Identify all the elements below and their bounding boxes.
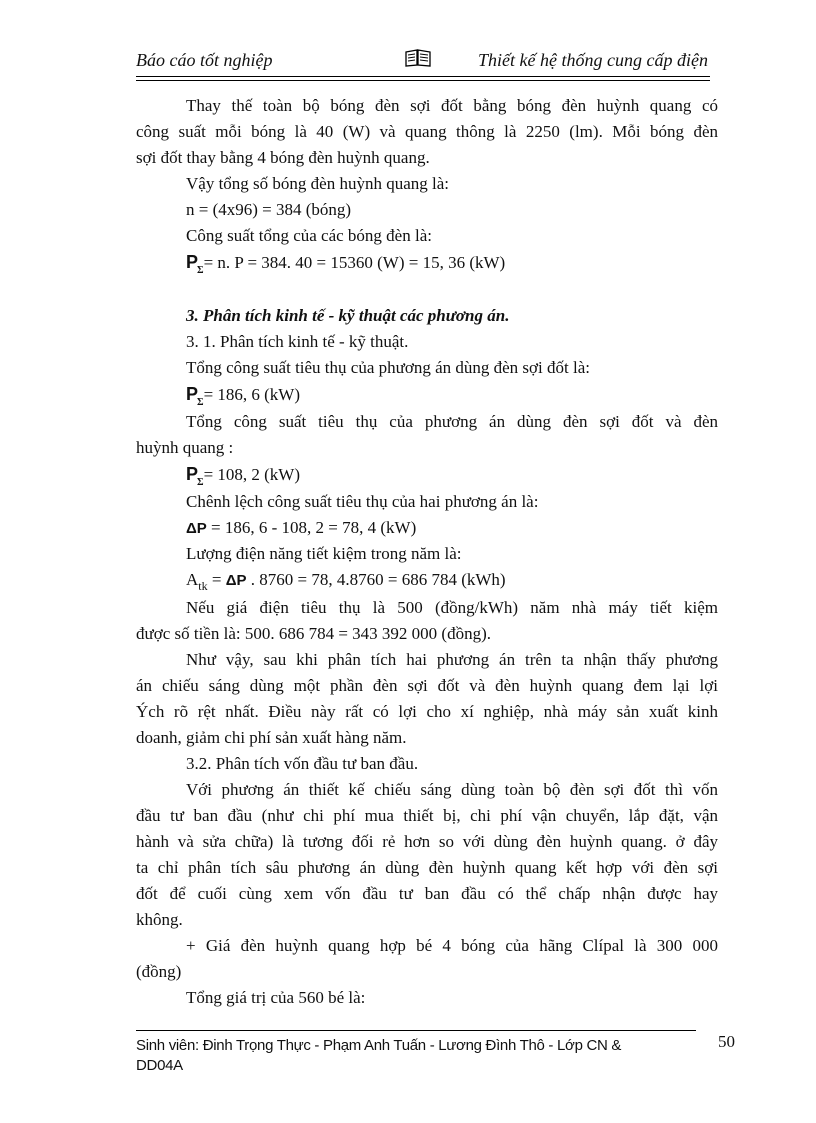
- formula-text: . 8760 = 78, 4.8760 = 686 784 (kWh): [246, 570, 506, 589]
- body-line: sợi đốt thay bằng 4 bóng đèn huỳnh quang.: [136, 148, 430, 167]
- body-line: Tổng công suất tiêu thụ của phương án dùng đèn sợi đốt là:: [186, 358, 590, 377]
- tk-subscript: tk: [198, 579, 208, 593]
- body-line: án chiếu sáng dùng một phần đèn sợi đốt và đèn huỳnh quang đem lại lợi: [136, 676, 718, 695]
- header-rule-thin: [136, 80, 710, 81]
- power-symbol: P: [186, 464, 199, 484]
- body-line: hành và sửa chữa) là tương đối rẻ hơn so với dùng đèn huỳnh quang. ở đây: [136, 832, 718, 851]
- page-footer: [136, 1036, 676, 1076]
- formula-text: = 108, 2 (kW): [203, 465, 301, 484]
- body-line: huỳnh quang :: [136, 438, 234, 457]
- body-line: Lượng điện năng tiết kiệm trong năm là:: [186, 544, 462, 563]
- footer-authors: Sinh viên: Đinh Trọng Thực - Phạm Anh Tuấn - Lương Đình Thô - Lớp CN &: [136, 1037, 622, 1054]
- subsection-title: 3. 1. Phân tích kinh tế - kỹ thuật.: [186, 332, 409, 351]
- subsection-title: 3.2. Phân tích vốn đầu tư ban đầu.: [186, 754, 419, 773]
- power-symbol: P: [186, 252, 199, 272]
- formula-line: [186, 384, 300, 408]
- body-line: không.: [136, 910, 183, 929]
- page-header: [136, 48, 710, 76]
- body-line: ta chỉ phân tích sâu phương án dùng đèn huỳnh quang kết hợp với đèn sợi: [136, 858, 718, 877]
- body-line: đốt để cuối cùng xem vốn đầu tư ban đầu có thể chấp nhận được hay: [136, 884, 718, 903]
- formula-text: = n. P = 384. 40 = 15360 (W) = 15, 36 (kW): [203, 253, 506, 272]
- body-line: n = (4x96) = 384 (bóng): [186, 200, 352, 219]
- body-line: (đồng): [136, 962, 182, 981]
- header-right-title: Thiết kế hệ thống cung cấp điện: [478, 50, 708, 70]
- body-line: Như vậy, sau khi phân tích hai phương án trên ta nhận thấy phương: [186, 650, 718, 669]
- section-heading: 3. Phân tích kinh tế - kỹ thuật các phương án.: [186, 306, 510, 325]
- body-line: doanh, giảm chi phí sản xuất hàng năm.: [136, 728, 407, 747]
- sigma-subscript: Σ: [197, 397, 204, 408]
- page-number: 50: [718, 1032, 735, 1051]
- footer-rule: [136, 1030, 696, 1031]
- body-line: + Giá đèn huỳnh quang hợp bé 4 bóng của hãng Clípal là 300 000: [186, 936, 718, 955]
- body-line: Thay thế toàn bộ bóng đèn sợi đốt bằng bóng đèn huỳnh quang có: [186, 96, 718, 115]
- formula-line: [186, 252, 505, 276]
- body-line: Nếu giá điện tiêu thụ là 500 (đồng/kWh) năm nhà máy tiết kiệm: [186, 598, 718, 617]
- delta-p-symbol: ΔP: [186, 520, 207, 537]
- energy-symbol: A: [186, 570, 199, 589]
- formula-line: [186, 464, 300, 488]
- body-line: đầu tư ban đầu (như chi phí mua thiết bị, chi phí vận chuyển, lắp đặt, vận: [136, 806, 718, 825]
- footer-class: DD04A: [136, 1057, 183, 1074]
- header-rule: [136, 76, 710, 77]
- body-line: Vậy tổng số bóng đèn huỳnh quang là:: [186, 174, 449, 193]
- body-line: được số tiền là: 500. 686 784 = 343 392 000 (đồng).: [136, 624, 492, 643]
- power-symbol: P: [186, 384, 199, 404]
- sigma-subscript: Σ: [197, 265, 204, 276]
- sigma-subscript: Σ: [197, 477, 204, 488]
- body-line: Tổng giá trị của 560 bé là:: [186, 988, 366, 1007]
- header-left-title: Báo cáo tốt nghiệp: [136, 50, 273, 70]
- book-icon: [404, 48, 432, 68]
- delta-p-symbol: ΔP: [225, 572, 247, 589]
- formula-line: [186, 570, 506, 591]
- formula-line: [186, 518, 416, 539]
- body-line: Chênh lệch công suất tiêu thụ của hai phương án là:: [186, 492, 539, 511]
- body-line: Tổng công suất tiêu thụ của phương án dùng đèn sợi đốt và đèn: [186, 412, 718, 431]
- body-line: Ých rõ rệt nhất. Điều này rất có lợi cho xí nghiệp, nhà máy sản xuất kinh: [136, 702, 718, 721]
- formula-text: =: [207, 570, 226, 589]
- body-line: Với phương án thiết kế chiếu sáng dùng toàn bộ đèn sợi đốt thì vốn: [186, 780, 718, 799]
- formula-text: = 186, 6 - 108, 2 = 78, 4 (kW): [206, 518, 417, 537]
- formula-text: = 186, 6 (kW): [203, 385, 301, 404]
- body-line: công suất mỗi bóng là 40 (W) và quang thông là 2250 (lm). Mỗi bóng đèn: [136, 122, 718, 141]
- body-line: Công suất tổng của các bóng đèn là:: [186, 226, 432, 245]
